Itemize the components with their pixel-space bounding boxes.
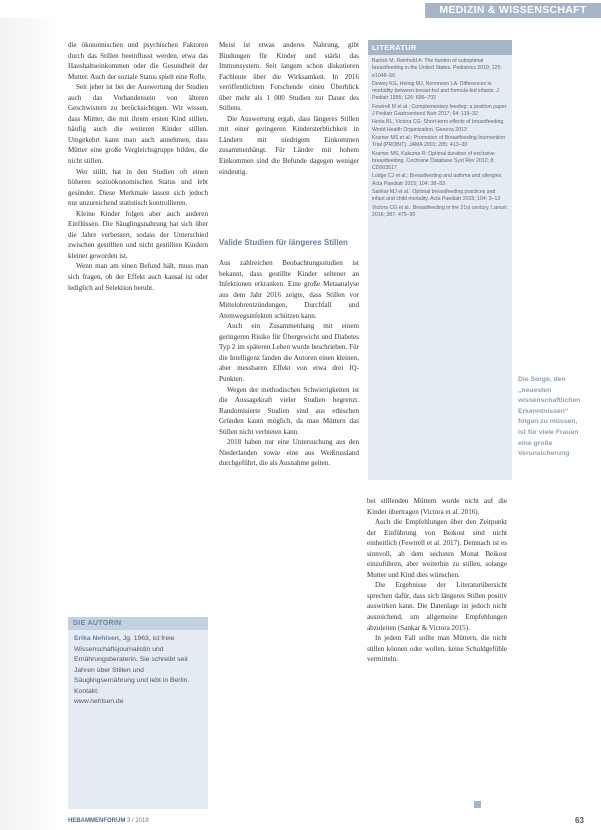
section-tag: MEDIZIN & WISSENSCHAFT bbox=[425, 3, 601, 18]
literature-item: Fewtrell M et al.: Complementary feeding: a position paper. J Pediatr Gastroenterol Nutr 2017; 64: 119–32 bbox=[372, 103, 508, 118]
paragraph: Wenn man am einen Befund hält, muss man sich fragen, ob der Effekt auch kausal ist oder lediglich auf Selektion beruht. bbox=[68, 262, 208, 292]
footer bbox=[68, 818, 149, 824]
body-column-2 bbox=[219, 40, 359, 177]
literature-item: Victora CG et al.: Breastfeeding in the 21st century. Lancet 2016; 387: 475–90 bbox=[372, 204, 507, 218]
paragraph: bei stillenden Müttern wurde nicht auf die Kinder übertragen (Victora et al. 2016). bbox=[367, 497, 507, 516]
body-column-1 bbox=[68, 40, 208, 293]
body-column-2-lower bbox=[219, 258, 359, 469]
paragraph: Auch die Empfehlungen über den Zeitpunkt der Einführung von Beikost sind nicht einheitlich (Fewtrell et al. 2017). Demnach ist es sinnvoll, ab dem sechsten Monat Beikost einzuführen, aber weiterhin zu stillen, solange Mutter und Kind dies wünschen. bbox=[367, 518, 507, 579]
author-bio-text: Jg. 1963, ist freie Wissenschaftsjournalistin und Ernährungsberaterin. Sie schreibt seit Jahren über Stillen und Säuglingsernährung und lebt in Berlin. bbox=[74, 635, 190, 684]
literature-item: Horta BL, Victora CG: Short-term effects of breastfeeding. World Health Organization, Geneva 2013 bbox=[372, 119, 505, 133]
section-subheading: Valide Studien für längeres Stillen bbox=[219, 238, 348, 247]
literature-list bbox=[368, 55, 512, 223]
paragraph: Aus zahlreichen Beobachtungsstudien ist bekannt, dass gestillte Kinder seltener an Infektionen erkranken. Eine große Metaanalyse aus dem Jahr 2016 zeigte, dass Stillen vor Mittelohrentzündungen, Durchfall und Atemwegsinfekten schützen kann. bbox=[219, 259, 359, 320]
literature-item: Kramer MS, Kakuma R: Optimal duration of exclusive breastfeeding. Cochrane Database Syst Rev 2012; 8: CD003517 bbox=[372, 150, 495, 172]
author-heading: DIE AUTORIN bbox=[68, 617, 208, 630]
footer-issue: 3 / 2019 bbox=[127, 818, 149, 824]
paragraph: Kleine Kinder folgen aber auch anderen Einflüssen. Die Säuglingsnahrung hat sich über die Jahre verbessert, sodass der Unterschied zwischen gestillten und nicht gestillten Kindern kleiner geworden ist. bbox=[68, 209, 208, 260]
paragraph: Wegen der methodischen Schwierigkeiten ist die Aussagekraft vieler Studien begrenzt. Randomisierte Studien sind aus ethischen Gründen kaum möglich, da man Müttern das Stillen nicht verbieten kann. bbox=[219, 385, 359, 436]
literature-item: Dewey KG, Heinig MJ, Nommsen LA: Differences in morbidity between breast-fed and formula-fed infants. J Pediatr 1995; 126: 696–702 bbox=[372, 80, 499, 102]
page-number: 63 bbox=[575, 816, 584, 825]
header-bar bbox=[0, 0, 601, 18]
gutter-shade bbox=[0, 0, 62, 830]
paragraph: Seit jeher ist bei der Auswertung der Studien auch das Vorhandensein von älteren Geschwistern zu berücksichtigen. Wir wissen, dass Mütter, die mit ihrem ersten Kind stillen, häufig auch die weiteren Kinder stillen. Umgekehrt kann man auch annehmen, dass Mütter eine große Vergleichsgruppe bilden, die nicht stillen. bbox=[68, 83, 208, 166]
end-of-article-mark bbox=[474, 801, 481, 808]
literature-item: Kramer MS et al.: Promotion of Breastfeeding Intervention Trial (PROBIT). JAMA 2001; 285: 413–20 bbox=[372, 134, 506, 149]
literature-heading: LITERATUR bbox=[368, 40, 512, 55]
literature-item: Sankar MJ et al.: Optimal breastfeeding practices and infant and child mortality. Acta Paediatr 2015; 104: 3–13 bbox=[372, 189, 501, 203]
author-contact-link[interactable]: www.nehlsen.de bbox=[74, 698, 124, 705]
author-name: Erika Nehlsen, bbox=[74, 635, 121, 642]
literature-item: Bartick M, Reinhold A: The burden of suboptimal breastfeeding in the United States. Pediatrics 2010; 125: e1048–56 bbox=[372, 58, 502, 79]
paragraph: In jedem Fall sollte man Müttern, die nicht stillen können oder wollen, keine Schuldgefühle vermitteln. bbox=[367, 634, 507, 664]
paragraph: Meist ist etwas anderes Nahrung, gibt Bindungen für Kinder und stärkt das Immunsystem. Seit langem schon diskutieren Fachleute über die Wirksamkeit. In 2016 veröffentlichten Forschende einen Überblick über mehr als 1 000 Studien zur Dauer des Stillens. bbox=[219, 41, 359, 113]
author-box bbox=[68, 617, 208, 809]
paragraph: Wer stillt, hat in den Studien oft einen höheren sozioökonomischen Status und lebt gesünder. Diese Merkmale lassen sich jedoch nur unzureichend statistisch kontrollieren. bbox=[68, 167, 208, 208]
literature-box bbox=[368, 40, 512, 480]
pull-quote: Die Sorge, den „neuesten wissenschaftlichen Erkenntnissen“ folgen zu müssen, ist für viele Frauen eine große Verunsicherung bbox=[518, 376, 581, 458]
paragraph: Auch ein Zusammenhang mit einem geringeren Risiko für Übergewicht und Diabetes Typ 2 im späteren Leben wurde beschrieben. Für die Intelligenz fanden die Autoren einen kleinen, aber messbaren Effekt von etwa drei IQ-Punkten. bbox=[219, 322, 359, 384]
literature-item: Lodge CJ et al.: Breastfeeding and asthma and allergies. Acta Paediatr 2015; 104: 38–53 bbox=[372, 173, 503, 187]
paragraph: 2018 haben nur eine Untersuchung aus den Niederlanden sowie eine aus Weißrussland durchgeführt, die als Ausnahme gelten. bbox=[219, 438, 359, 468]
body-column-3 bbox=[367, 496, 507, 665]
author-contact-label: Kontakt: bbox=[74, 687, 99, 695]
paragraph: Die Ergebnisse der Literaturübersicht sprechen dafür, dass sich längeres Stillen positiv auswirken kann. Die Datenlage ist jedoch nicht ausreichend, um allgemeine Empfehlungen abzuleiten (Sankar & Victora 2015). bbox=[367, 581, 507, 632]
author-bio bbox=[68, 630, 208, 712]
footer-brand: HEBAMMENFORUM bbox=[68, 818, 126, 824]
paragraph: die ökonomischen und psychischen Faktoren durch das Stillen beeinflusst werden, etwa das Haushaltseinkommen oder die Gesundheit der Mutter. Auch der soziale Status spielt eine Rolle. bbox=[68, 41, 208, 81]
paragraph: Die Auswertung ergab, dass längeres Stillen mit einer geringeren Kindersterblichkeit in Ländern mit niedrigem Einkommen zusammenhängt. Für Länder mit hohem Einkommen sind die Befunde dagegen weniger eindeutig. bbox=[219, 114, 359, 176]
